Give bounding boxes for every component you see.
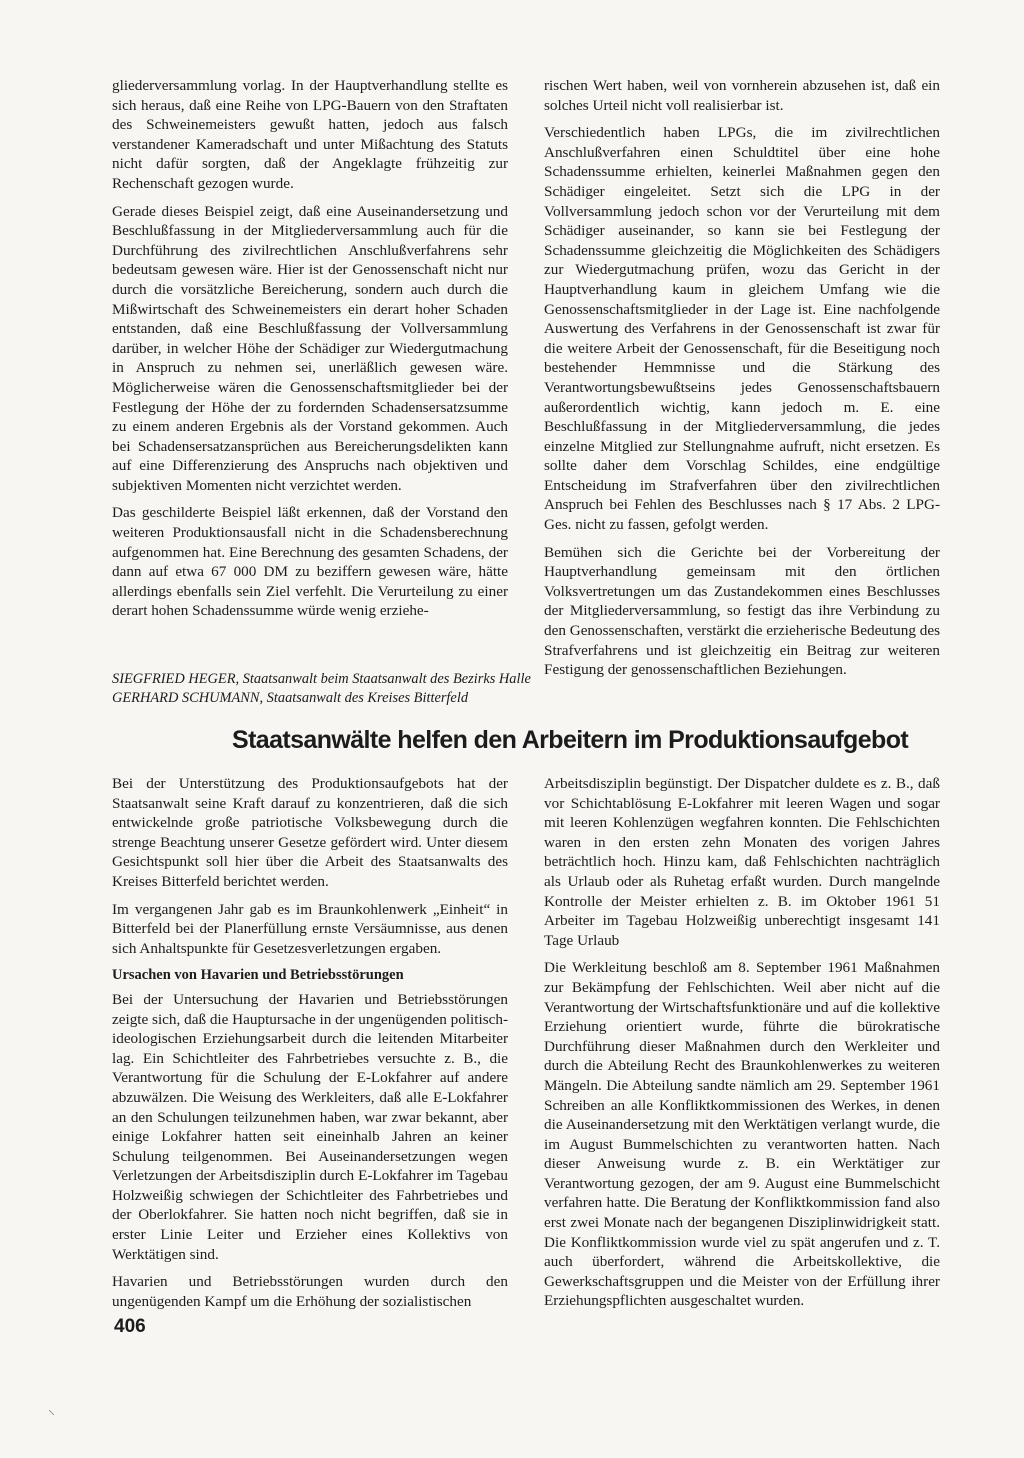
paragraph: Im vergangenen Jahr gab es im Braunkohlenwerk „Einheit“ in Bitterfeld bei der Planerfüllung ernste Versäumnisse, aus denen sich Anhaltspunkte für Gesetzesverletzungen ergaben. [112, 900, 508, 957]
paragraph: Die Werkleitung beschloß am 8. September 1961 Maßnahmen zur Bekämpfung der Fehlschichten. Weil aber nicht auf die Verantwortung der Wirtschaftsfunktionäre und auf die kollektive Erziehung orientiert wurde, führte die bürokratische Durchführung dieser Maßnahmen durch den Werkleiter und durch die Abteilung Recht des Braunkohlenwerkes zu weiteren Mängeln. Die Abteilung sandte nämlich am 29. September 1961 Schreiben an alle Konfliktkommissionen des Werkes, in denen die Auseinandersetzung mit den Werktätigen verlangt wurde, die im August Bummelschichten zu verantworten hatten. Nach dieser Anweisung wurde z. B. ein Werktätiger zur Verantwortung gezogen, der am 9. August eine Bummelschicht verfahren hatte. Die Beratung der Konfliktkommission fand also erst zwei Monate nach der begangenen Disziplinwidrigkeit statt. Die Konfliktkommission wurde viel zu spät angerufen und z. T. auch überfordert, während die Arbeitskollektive, die Gewerkschaftsgruppen und die Meister von der Erfüllung ihrer Erziehungspflichten ausgeschaltet wurden. [544, 959, 940, 1310]
paragraph: rischen Wert haben, weil von vornherein abzusehen ist, daß ein solches Urteil nicht voll realisierbar ist. [544, 77, 940, 114]
paragraph: Das geschilderte Beispiel läßt erkennen, daß der Vorstand den weiteren Produktionsausfall nicht in die Schadensberechnung aufgenommen hat. Eine Berechnung des gesamten Schadens, der dann auf etwa 67 000 DM zu beziffern gewesen wäre, hätte allerdings ebenfalls sein Ziel verfehlt. Die Verurteilung zu einer derart hohen Schadenssumme würde wenig erziehe- [112, 504, 508, 620]
lower-right-column [544, 774, 940, 1319]
lower-left-column [112, 774, 508, 1319]
paragraph: Havarien und Betriebsstörungen wurden durch den ungenügenden Kampf um die Erhöhung der sozialistischen [112, 1273, 508, 1310]
article-headline: Staatsanwälte helfen den Arbeitern im Produktionsaufgebot [232, 726, 909, 754]
paragraph: Bemühen sich die Gerichte bei der Vorbereitung der Hauptverhandlung gemeinsam mit den örtlichen Volksvertretungen um das Zustandekommen eines Beschlusses der Mitgliederversammlung, so festigt das ihre Verbindung zu den Genossenschaften, verstärkt die erzieherische Bedeutung des Strafverfahrens und ist gleichzeitig ein Beitrag zur weiteren Festigung der genossenschaftlichen Beziehungen. [544, 543, 940, 679]
paragraph: Bei der Unterstützung des Produktionsaufgebots hat der Staatsanwalt seine Kraft darauf zu konzentrieren, daß die sich entwickelnde große patriotische Volksbewegung durch die strenge Beachtung unserer Gesetze gefördert wird. Unter diesem Gesichtspunkt soll hier über die Arbeit des Staatsanwalts des Kreises Bitterfeld berichtet werden. [112, 775, 508, 890]
paragraph: Verschiedentlich haben LPGs, die im zivilrechtlichen Anschlußverfahren einen Schuldtitel über eine hohe Schadenssumme erhielten, keinerlei Maßnahmen gegen den Schädiger eingeleitet. Setzt sich die LPG in der Vollversammlung jedoch schon vor der Verurteilung mit dem Schädiger auseinander, so kann sie bei Festlegung der Schadenssumme gleichzeitig die Möglichkeiten des Schädigers zur Wiedergutmachung prüfen, wozu das Gericht in der Hauptverhandlung kaum in gleichem Umfang wie die Genossenschaftsmitglieder in der Lage ist. Eine nachfolgende Auswertung des Verfahrens in der Genossenschaft ist zwar für die weitere Arbeit der Genossenschaft, für die Beseitigung noch bestehender Hemmnisse und die Stärkung des Verantwortungsbewußtseins jedes Genossenschaftsbauern außerordentlich wichtig, kann jedoch m. E. eine Beschlußfassung in der Mitgliederversammlung, die jedes einzelne Mitglied zur Stellungnahme aufruft, nicht ersetzen. Es sollte daher dem Vorschlag Schildes, eine endgültige Entscheidung im Strafverfahren über den zivilrechtlichen Anspruch bei Fehlen des Beschlusses nach § 17 Abs. 2 LPG-Ges. nicht zu fassen, gefolgt werden. [544, 124, 940, 534]
author-block [112, 670, 932, 708]
paragraph: Bei der Untersuchung der Havarien und Betriebsstörungen zeigte sich, daß die Hauptursache in der ungenügenden politisch-ideologischen Erziehungsarbeit durch die leitenden Mitarbeiter lag. Ein Schichtleiter des Fahrbetriebes versuchte z. B., die Verantwortung für die Schulung der E-Lokfahrer auf andere abzuwälzen. Die Weisung des Werkleiters, daß alle E-Lokfahrer an den Schulungen teilzunehmen haben, war zwar bekannt, aber einige Lokfahrer hatten seit eineinhalb Jahren an keiner Schulung teilgenommen. Bei Auseinandersetzungen wegen Verletzungen der Arbeitsdisziplin durch E-Lokfahrer im Tagebau Holzweißig schwiegen der Schichtleiter des Fahrbetriebes und der Oberlokfahrer. Sie hatten noch nicht begriffen, daß sie in erster Linie Leiter und Erzieher eines Kollektivs von Werktätigen sind. [112, 990, 509, 1263]
upper-left-column [112, 76, 508, 629]
page-number: 406 [114, 1316, 146, 1337]
upper-right-column [544, 76, 940, 688]
paragraph: gliederversammlung vorlag. In der Hauptverhandlung stellte es sich heraus, daß eine Reihe von LPG-Bauern von den Straftaten des Schweinemeisters gewußt hatten, jedoch aus falsch verstandener Kameradschaft und unter Mißachtung des Statuts nicht dafür sorgten, daß der Angeklagte frühzeitig zur Rechenschaft gezogen wurde. [112, 77, 508, 192]
author-line: GERHARD SCHUMANN, Staatsanwalt des Kreises Bitterfeld [112, 690, 469, 706]
paragraph: Arbeitsdisziplin begünstigt. Der Dispatcher duldete es z. B., daß vor Schichtablösung E-Lokfahrer mit leeren Wagen und sogar mit leeren Kohlenzügen wegfahren konnten. Die Fehlschichten waren in den ersten zehn Monaten des vorigen Jahres beträchtlich hoch. Hinzu kam, daß Fehlschichten nachträglich als Urlaub oder als Ruhetag erfaßt wurden. Durch mangelnde Kontrolle der Meister erhielten z. B. im Oktober 1961 51 Arbeiter im Tagebau Holzweißig unberechtigt insgesamt 141 Tage Urlaub [544, 775, 940, 949]
scan-mark-icon: ⸜ [48, 1403, 55, 1418]
author-line: SIEGFRIED HEGER, Staatsanwalt beim Staatsanwalt des Bezirks Halle [112, 671, 531, 687]
section-subheading: Ursachen von Havarien und Betriebsstörungen [112, 967, 404, 984]
paragraph: Gerade dieses Beispiel zeigt, daß eine Auseinandersetzung und Beschlußfassung in der Mitgliederversammlung auch für die Durchführung des zivilrechtlichen Anschlußverfahrens sehr bedeutsam gewesen wäre. Hier ist der Genossenschaft nicht nur durch die vorsätzliche Bereicherung, sondern auch durch die Mißwirtschaft des Schweinemeisters ein derart hoher Schaden entstanden, daß eine Beschlußfassung der Vollversammlung darüber, in welcher Höhe der Schädiger zur Wiedergutmachung in Anspruch zu nehmen sei, unerläßlich gewesen wäre. Möglicherweise wären die Genossenschaftsmitglieder bei der Festlegung der Höhe der zu fordernden Schadensersatzsumme zu einem anderen Ergebnis als der Vorstand gekommen. Auch bei Schadensersatzansprüchen aus Bereicherungsdelikten kann auf eine Differenzierung des Anspruchs nach objektiven und subjektiven Momenten nicht verzichtet werden. [112, 202, 508, 494]
